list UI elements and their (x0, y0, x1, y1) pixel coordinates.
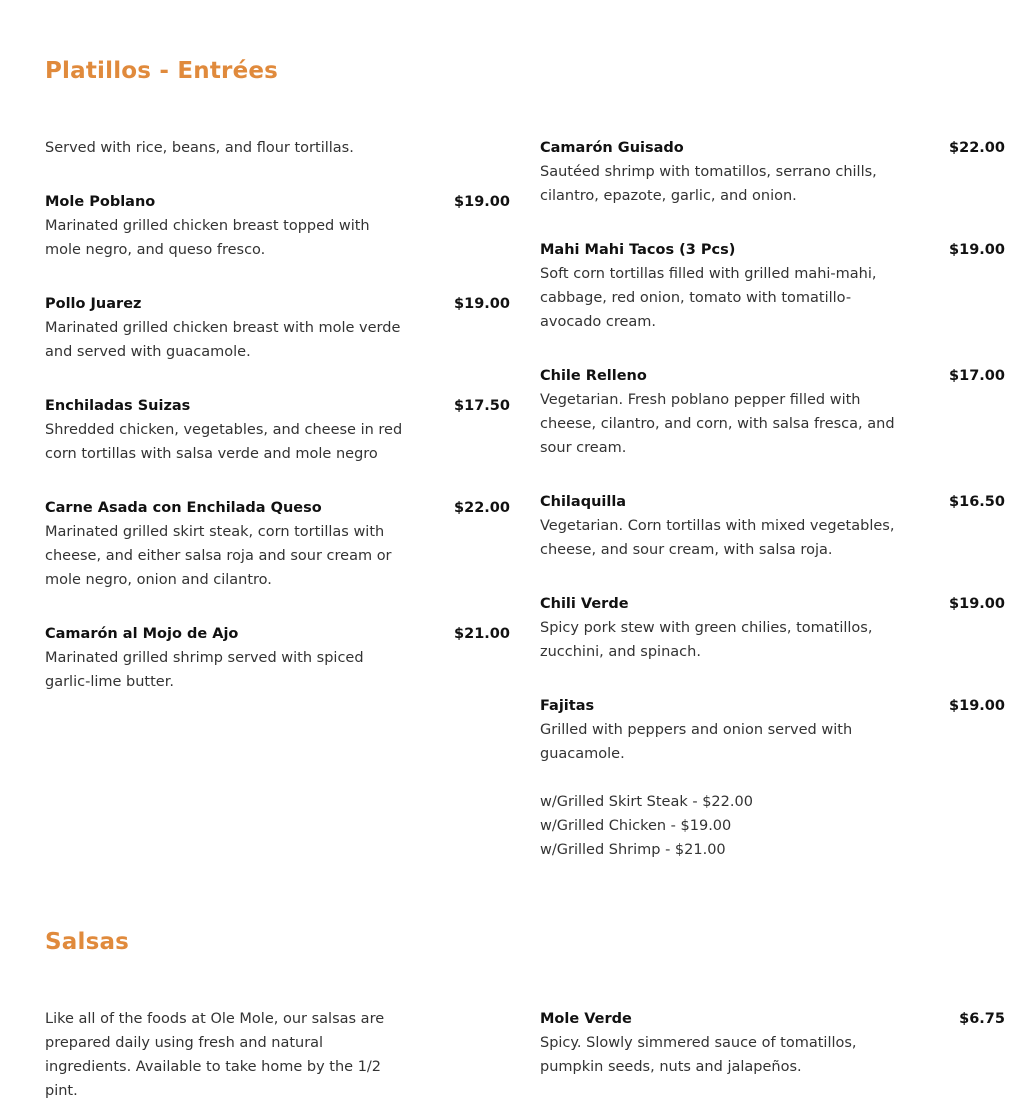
section-title-entrees: Platillos - Entrées (45, 58, 279, 84)
menu-item (45, 190, 510, 262)
item-name: Chile Relleno (540, 368, 647, 384)
item-description: Marinated grilled skirt steak, corn tortillas with cheese, and either salsa roja and sour cream or mole negro, onion and cilantro. (45, 524, 392, 588)
item-name: Fajitas (540, 698, 595, 714)
menu-item (540, 490, 1005, 562)
item-description: Sautéed shrimp with tomatillos, serrano chills, cilantro, epazote, garlic, and onion. (540, 164, 877, 204)
menu-item (45, 496, 510, 592)
entrees-intro: Served with rice, beans, and flour tortillas. (45, 140, 354, 156)
item-price: $22.00 (949, 140, 1005, 156)
item-name: Chili Verde (540, 596, 629, 612)
item-price: $19.00 (949, 698, 1005, 714)
item-name: Carne Asada con Enchilada Queso (45, 500, 322, 516)
menu-item (45, 622, 510, 694)
item-description: Spicy pork stew with green chilies, tomatillos, zucchini, and spinach. (540, 620, 873, 660)
item-name: Chilaquilla (540, 494, 627, 510)
item-description: Vegetarian. Fresh poblano pepper filled with cheese, cilantro, and corn, with salsa fresca, and sour cream. (540, 392, 895, 456)
item-price: $17.00 (949, 368, 1005, 384)
fajitas-variants (540, 790, 1005, 862)
menu-item (540, 592, 1005, 664)
menu-item (540, 364, 1005, 460)
item-price: $17.50 (454, 398, 510, 414)
item-name: Enchiladas Suizas (45, 398, 191, 414)
item-description: Vegetarian. Corn tortillas with mixed vegetables, cheese, and sour cream, with salsa roja. (540, 518, 895, 558)
menu-item (540, 238, 1005, 334)
item-price: $16.50 (949, 494, 1005, 510)
item-name: Mole Verde (540, 1011, 632, 1027)
variant-option: w/Grilled Skirt Steak - $22.00 (540, 794, 753, 810)
menu-item (45, 394, 510, 466)
section-title-salsas: Salsas (45, 929, 130, 955)
item-description: Spicy. Slowly simmered sauce of tomatillos, pumpkin seeds, nuts and jalapeños. (540, 1035, 857, 1075)
menu-item (45, 292, 510, 364)
item-description: Grilled with peppers and onion served with guacamole. (540, 722, 853, 762)
item-price: $22.00 (454, 500, 510, 516)
item-name: Mahi Mahi Tacos (3 Pcs) (540, 242, 736, 258)
item-price: $21.00 (454, 626, 510, 642)
salsas-intro: Like all of the foods at Ole Mole, our salsas are prepared daily using fresh and natural ingredients. Available to take home by the 1/2 pint. (45, 1011, 385, 1099)
item-name: Mole Poblano (45, 194, 156, 210)
variant-option: w/Grilled Chicken - $19.00 (540, 818, 732, 834)
menu-item-fajitas (540, 694, 1005, 862)
item-description: Soft corn tortillas filled with grilled mahi-mahi, cabbage, red onion, tomato with tomatillo-avocado cream. (540, 266, 877, 330)
item-price: $19.00 (454, 296, 510, 312)
salsas-left-column (45, 1007, 510, 1103)
item-price: $19.00 (454, 194, 510, 210)
item-description: Shredded chicken, vegetables, and cheese in red corn tortillas with salsa verde and mole negro (45, 422, 403, 462)
item-description: Marinated grilled chicken breast with mole verde and served with guacamole. (45, 320, 401, 360)
item-description: Marinated grilled chicken breast topped with mole negro, and queso fresco. (45, 218, 370, 258)
item-description: Marinated grilled shrimp served with spiced garlic-lime butter. (45, 650, 364, 690)
item-price: $19.00 (949, 242, 1005, 258)
menu-item (540, 1007, 1005, 1079)
item-name: Camarón Guisado (540, 140, 684, 156)
item-price: $19.00 (949, 596, 1005, 612)
item-name: Camarón al Mojo de Ajo (45, 626, 239, 642)
entrees-right-column (540, 136, 1005, 892)
menu-item (540, 136, 1005, 208)
item-name: Pollo Juarez (45, 296, 142, 312)
variant-option: w/Grilled Shrimp - $21.00 (540, 842, 726, 858)
salsas-right-column (540, 1007, 1005, 1079)
entrees-left-column (45, 136, 510, 724)
item-price: $6.75 (959, 1011, 1005, 1027)
